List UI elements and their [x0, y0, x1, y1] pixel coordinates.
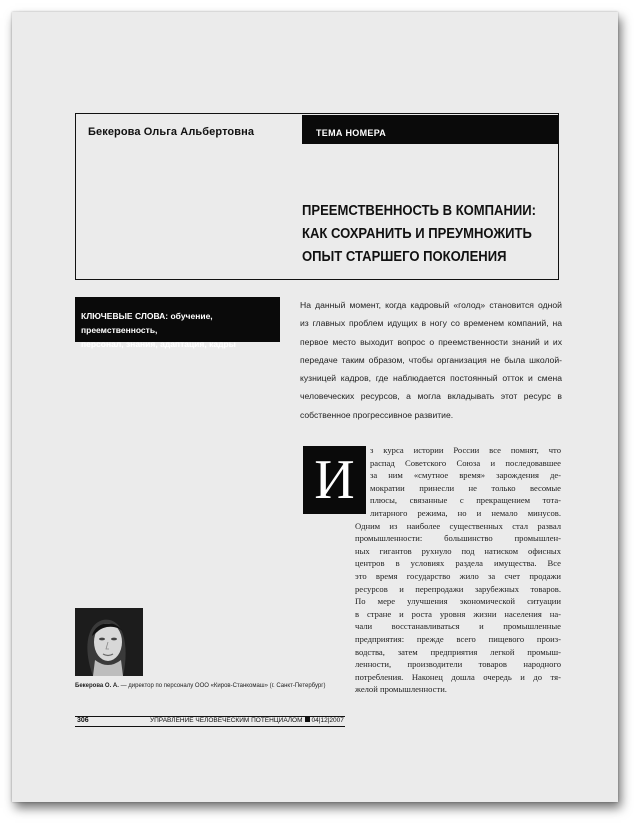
footer-rule-bottom [75, 726, 345, 727]
body-line: центров в условиях раздела имущества. Все [355, 558, 561, 569]
author-caption-role: — директор по персоналу ООО «Киров-Станкомаш» (г. Санкт-Петербург) [118, 683, 326, 689]
title-line-1: ПРЕЕМСТВЕННОСТЬ В КОМПАНИИ: [302, 203, 537, 219]
abstract-line: кузницей кадров, где наблюдается постоянный отток и смена [300, 373, 562, 384]
drop-cap: И [303, 446, 366, 514]
author-name: Бекерова Ольга Альбертовна [88, 126, 255, 138]
abstract-line: человеческих ресурсов, а могла вкладывать этот ресурс в [300, 391, 562, 402]
body-line: желой промышленности. [355, 684, 447, 695]
body-line: По мере улучшения экономической ситуации [355, 596, 561, 607]
keywords-line-2: персонал, знания, адаптация, кадры [81, 339, 236, 349]
body-line: з курса истории России все помнят, что [370, 445, 561, 455]
body-line: промышленности: большинство промышлен- [355, 533, 561, 544]
issue-date: 04|12|2007 [311, 717, 344, 724]
square-separator-icon [305, 717, 310, 722]
body-line: водства, затем предприятия легкой промыш- [355, 646, 561, 657]
keywords-box [75, 297, 280, 349]
abstract [300, 296, 562, 424]
body-line: за ним «смутное время» зарождения де- [370, 470, 561, 481]
author-caption [75, 683, 345, 689]
abstract-line: передаче таким образом, чтобы организация не была школой- [300, 354, 562, 365]
keywords-line-1: КЛЮЧЕВЫЕ СЛОВА: обучение, преемственность, [81, 311, 213, 335]
body-line: предприятия: прежде всего пищевого произ- [355, 633, 561, 644]
abstract-line: первое место выходит вопрос о преемственности знаний и их [300, 336, 562, 347]
abstract-line: собственное прогрессивное развитие. [300, 409, 454, 420]
body-line: чали восстанавливаться и промышленные [355, 621, 561, 632]
article-title [302, 200, 537, 269]
body-line: плюсы, связанные с прекращением тота- [370, 495, 561, 506]
body-line: в стране и роста уровня жизни населения на- [355, 608, 561, 619]
page-number: 306 [77, 717, 89, 724]
body-line: ленности, производители товаров народного [355, 659, 561, 670]
body-line: распад Советского Союза и последовавшее [370, 457, 561, 468]
body-line: потребления. Наконец дошла очередь и до тя- [355, 671, 561, 682]
title-line-3: ОПЫТ СТАРШЕГО ПОКОЛЕНИЯ [302, 249, 507, 265]
author-caption-name: Бекерова О. А. [75, 683, 119, 689]
portrait-image [75, 608, 143, 676]
title-line-2: КАК СОХРАНИТЬ И ПРЕУМНОЖИТЬ [302, 226, 532, 242]
body-text [355, 444, 561, 696]
abstract-line: из главных проблем идущих в ногу со временем компаний, на [300, 318, 562, 329]
author-photo [75, 608, 143, 676]
body-line: это время государство жило за счет продажи [355, 570, 561, 581]
body-line: мократии принесли не только весомые [370, 482, 561, 493]
journal-footer [150, 717, 344, 724]
abstract-line: На данный момент, когда кадровый «голод» становится одной [300, 300, 562, 310]
body-line: Одним из наиболее существенных стал развал [355, 520, 561, 531]
body-line: литарного режима, но и немало минусов. [370, 507, 561, 518]
body-line: ресурсов и перепродажи зарубежных товаров. [355, 583, 561, 594]
rubric-label: ТЕМА НОМЕРА [316, 128, 387, 138]
journal-title: УПРАВЛЕНИЕ ЧЕЛОВЕЧЕСКИМ ПОТЕНЦИАЛОМ [150, 717, 303, 724]
body-line: ных гигантов рухнуло под натиском офисных [355, 545, 561, 556]
